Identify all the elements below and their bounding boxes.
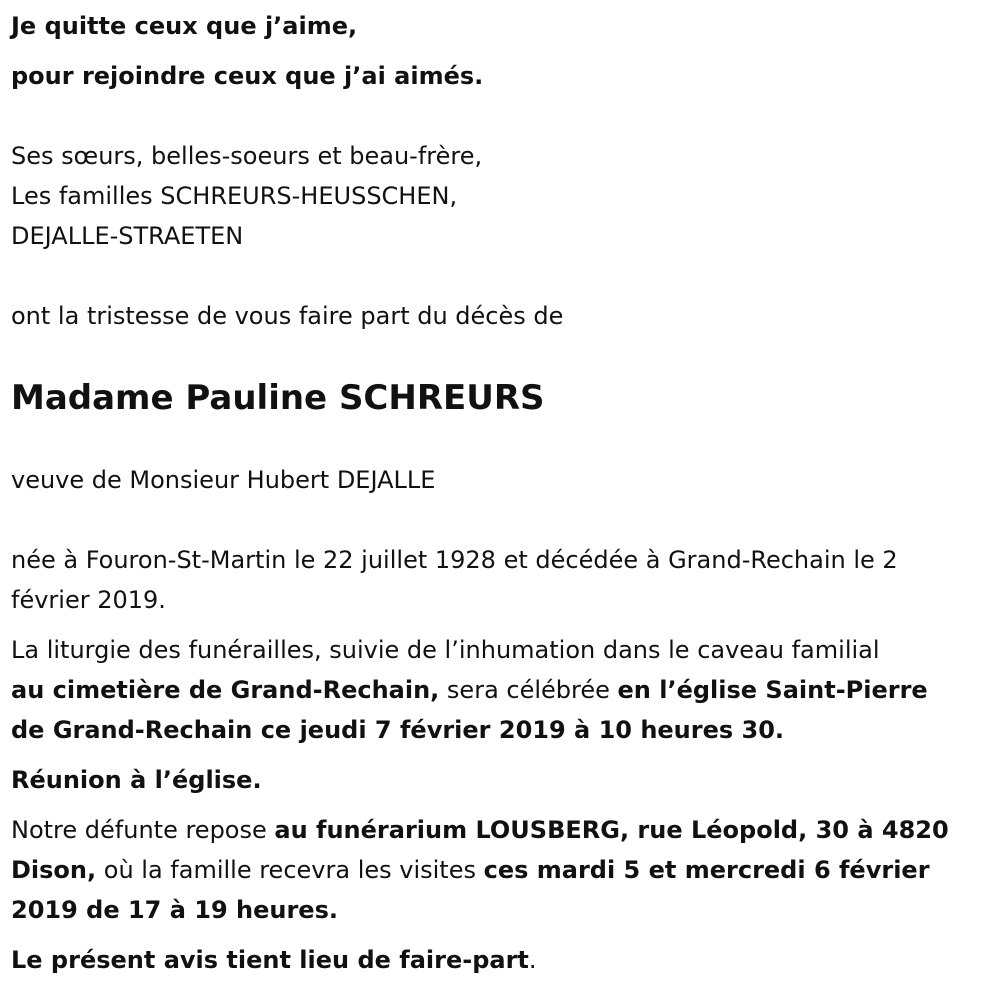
closing-line xyxy=(11,940,1000,980)
rest-place-2: Dison, xyxy=(11,856,97,884)
deceased-name: Madame Pauline SCHREURS xyxy=(11,378,545,418)
liturgy-line-1: La liturgie des funérailles, suivie de l’inhumation dans le caveau familial xyxy=(11,636,880,664)
rest-intro: Notre défunte repose xyxy=(11,816,275,844)
liturgy-place: au cimetière de Grand-Rechain, xyxy=(11,676,440,704)
family-line-3: DEJALLE-STRAETEN xyxy=(11,222,244,250)
liturgy-mid: sera célébrée xyxy=(439,676,618,704)
family-line-1: Ses sœurs, belles-soeurs et beau-frère, xyxy=(11,142,483,170)
rest-dates-1: ces mardi 5 et mercredi 6 février xyxy=(483,856,930,884)
closing-end: . xyxy=(528,946,537,974)
announcement-text: ont la tristesse de vous faire part du décès de xyxy=(11,302,564,330)
meeting-text: Réunion à l’église. xyxy=(11,766,262,794)
birth-death-line-1: née à Fouron-St-Martin le 22 juillet 1928 et décédée à Grand-Rechain le 2 xyxy=(11,546,898,574)
closing-bold: Le présent avis tient lieu de faire-part xyxy=(11,946,529,974)
widow-of-text: veuve de Monsieur Hubert DEJALLE xyxy=(11,466,436,494)
rest-place-1: au funérarium LOUSBERG, rue Léopold, 30 à 4820 xyxy=(274,816,949,844)
birth-death-line-2: février 2019. xyxy=(11,586,166,614)
quote-line-1: Je quitte ceux que j’aime, xyxy=(11,12,358,40)
rest-line-2 xyxy=(11,850,1000,890)
liturgy-line-2 xyxy=(11,670,1000,710)
rest-visits: où la famille recevra les visites xyxy=(96,856,484,884)
rest-dates-2: 2019 de 17 à 19 heures. xyxy=(11,896,338,924)
quote-line-2: pour rejoindre ceux que j’ai aimés. xyxy=(11,62,484,90)
liturgy-church-1: en l’église Saint-Pierre xyxy=(617,676,928,704)
rest-line-1 xyxy=(11,810,1000,850)
family-line-2: Les familles SCHREURS-HEUSSCHEN, xyxy=(11,182,458,210)
liturgy-church-2: de Grand-Rechain ce jeudi 7 février 2019 à 10 heures 30. xyxy=(11,716,785,744)
